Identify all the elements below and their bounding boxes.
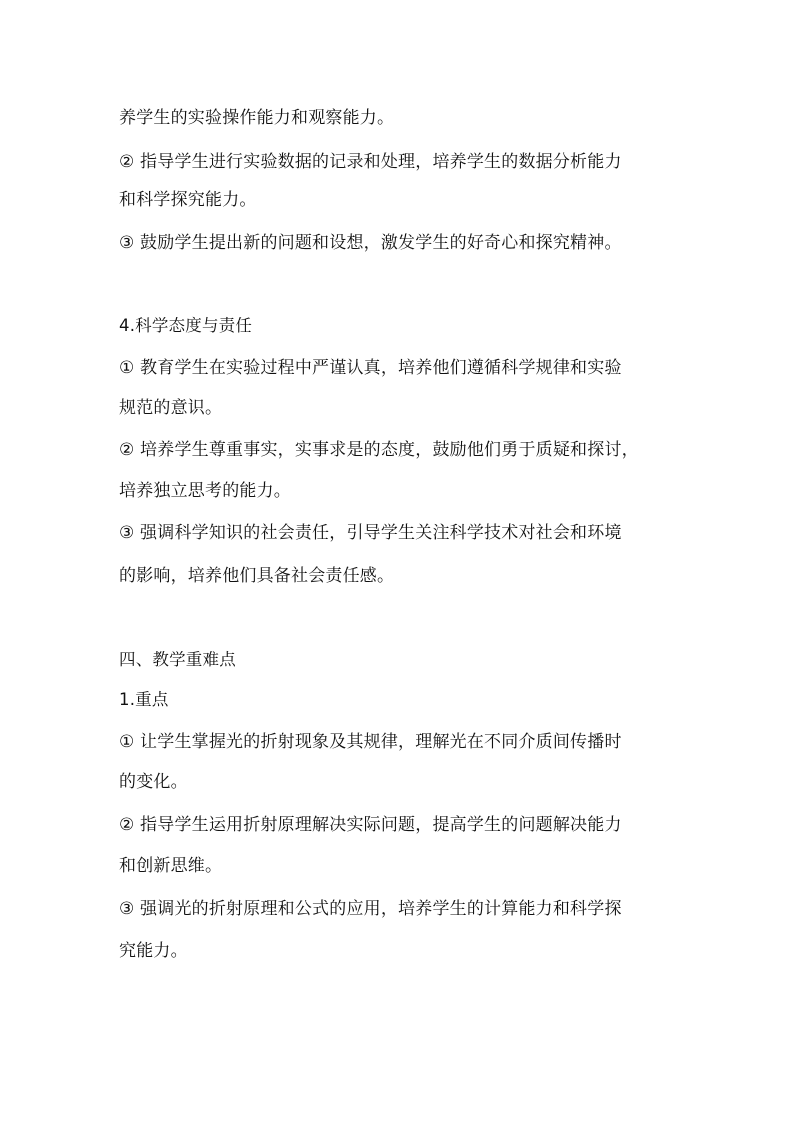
text-line: 规范的意识。	[119, 398, 223, 418]
text-line: 的变化。	[119, 772, 188, 792]
text-line: ② 指导学生运用折射原理解决实际问题，提高学生的问题解决能力	[119, 815, 622, 835]
subsection-heading: 1.重点	[119, 690, 169, 709]
text-line: ① 教育学生在实验过程中严谨认真，培养他们遵循科学规律和实验	[119, 358, 622, 378]
text-line: ③ 强调光的折射原理和公式的应用，培养学生的计算能力和科学探	[119, 899, 622, 919]
text-line: 究能力。	[119, 941, 188, 961]
text-line: ③ 鼓励学生提出新的问题和设想，激发学生的好奇心和探究精神。	[119, 233, 622, 253]
text-line: 和创新思维。	[119, 856, 223, 876]
text-line: 和科学探究能力。	[119, 190, 257, 210]
text-line: ① 让学生掌握光的折射现象及其规律，理解光在不同介质间传播时	[119, 732, 622, 752]
text-line: 的影响，培养他们具备社会责任感。	[119, 566, 395, 586]
section-heading: 4.科学态度与责任	[119, 316, 253, 335]
section-heading: 四、教学重难点	[119, 650, 236, 669]
text-line: 养学生的实验操作能力和观察能力。	[119, 108, 395, 128]
text-line: 培养独立思考的能力。	[119, 481, 291, 501]
text-line: ② 指导学生进行实验数据的记录和处理，培养学生的数据分析能力	[119, 152, 622, 172]
text-line: ③ 强调科学知识的社会责任，引导学生关注科学技术对社会和环境	[119, 523, 622, 543]
text-line: ② 培养学生尊重事实，实事求是的态度，鼓励他们勇于质疑和探讨，	[119, 440, 639, 460]
